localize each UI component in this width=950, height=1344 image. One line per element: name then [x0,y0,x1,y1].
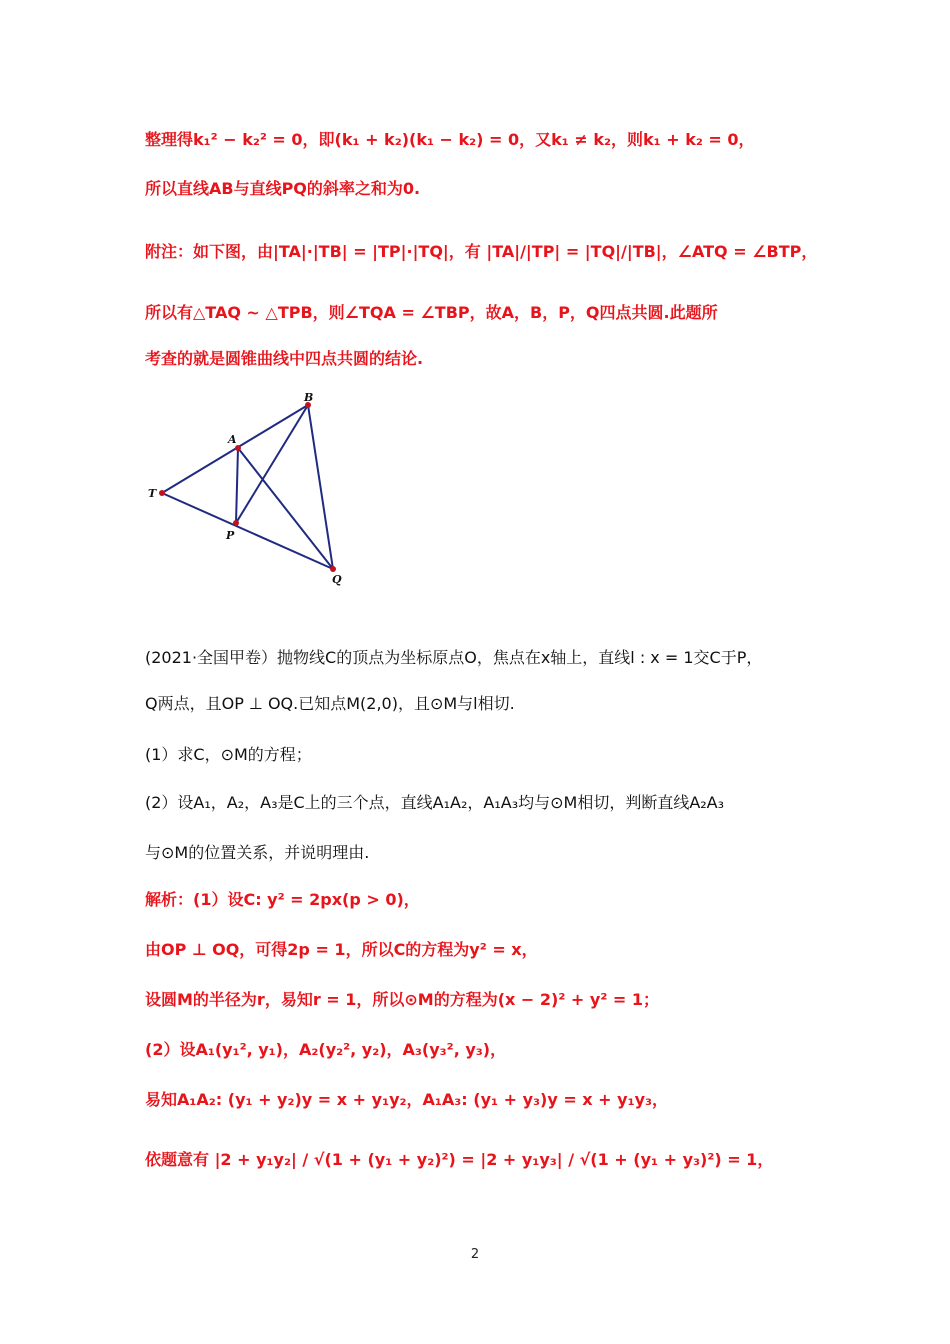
point-P [233,520,239,526]
analysis-line-4: (2）设A₁(y₁², y₁)，A₂(y₂², y₂)，A₃(y₃², y₃)， [145,1040,507,1059]
segment-AQ [238,448,333,569]
figure-lines [162,405,333,569]
problem-line-1: (2021·全国甲卷）抛物线C的顶点为坐标原点O，焦点在x轴上，直线l : x = 1交C于P， [145,648,763,667]
label-P: P [226,529,235,542]
label-B: B [304,391,314,404]
analysis-line-5: 易知A₁A₂: (y₁ + y₂)y = x + y₁y₂，A₁A₃: (y₁ + y₃)y = x + y₁y₃， [145,1090,669,1109]
segment-BQ [308,405,333,569]
geometry-figure [140,385,370,595]
page-number: 2 [470,1247,480,1262]
segment-AP [236,448,238,523]
analysis-line-6: 依题意有 |2 + y₁y₂| / √(1 + (y₁ + y₂)²) = |2 + y₁y₃| / √(1 + (y₁ + y₃)²) = 1， [145,1150,774,1169]
solution-line-1: 整理得k₁² − k₂² = 0，即(k₁ + k₂)(k₁ − k₂) = 0，又k₁ ≠ k₂，则k₁ + k₂ = 0， [145,130,755,149]
label-T: T [148,487,157,500]
analysis-line-1: 解析：(1）设C: y² = 2px(p > 0)， [145,890,420,909]
note-line-1: 附注：如下图，由|TA|·|TB| = |TP|·|TQ|，有 |TA|/|TP| = |TQ|/|TB|，∠ATQ = ∠BTP， [145,242,818,261]
segment-PB [236,405,308,523]
point-Q [330,566,336,572]
analysis-line-2: 由OP ⊥ OQ，可得2p = 1，所以C的方程为y² = x， [145,940,538,959]
solution-line-2: 所以直线AB与直线PQ的斜率之和为0. [145,179,421,198]
point-T [159,490,165,496]
segment-TB [162,405,308,493]
problem-part-2-line-2: 与⊙M的位置关系，并说明理由. [145,843,370,862]
label-Q: Q [332,573,342,586]
note-line-2: 所以有△TAQ ∼ △TPB，则∠TQA = ∠TBP，故A，B，P，Q四点共圆.此题所 [145,303,718,322]
analysis-line-3: 设圆M的半径为r，易知r = 1，所以⊙M的方程为(x − 2)² + y² = 1； [145,990,660,1009]
problem-part-1: (1）求C，⊙M的方程； [145,745,312,764]
note-line-3: 考查的就是圆锥曲线中四点共圆的结论. [145,349,424,368]
label-A: A [228,433,237,446]
problem-part-2-line-1: (2）设A₁，A₂，A₃是C上的三个点，直线A₁A₂，A₁A₃均与⊙M相切，判断直线A₂A₃ [145,793,725,812]
problem-line-2: Q两点，且OP ⊥ OQ.已知点M(2,0)，且⊙M与l相切. [145,694,515,713]
